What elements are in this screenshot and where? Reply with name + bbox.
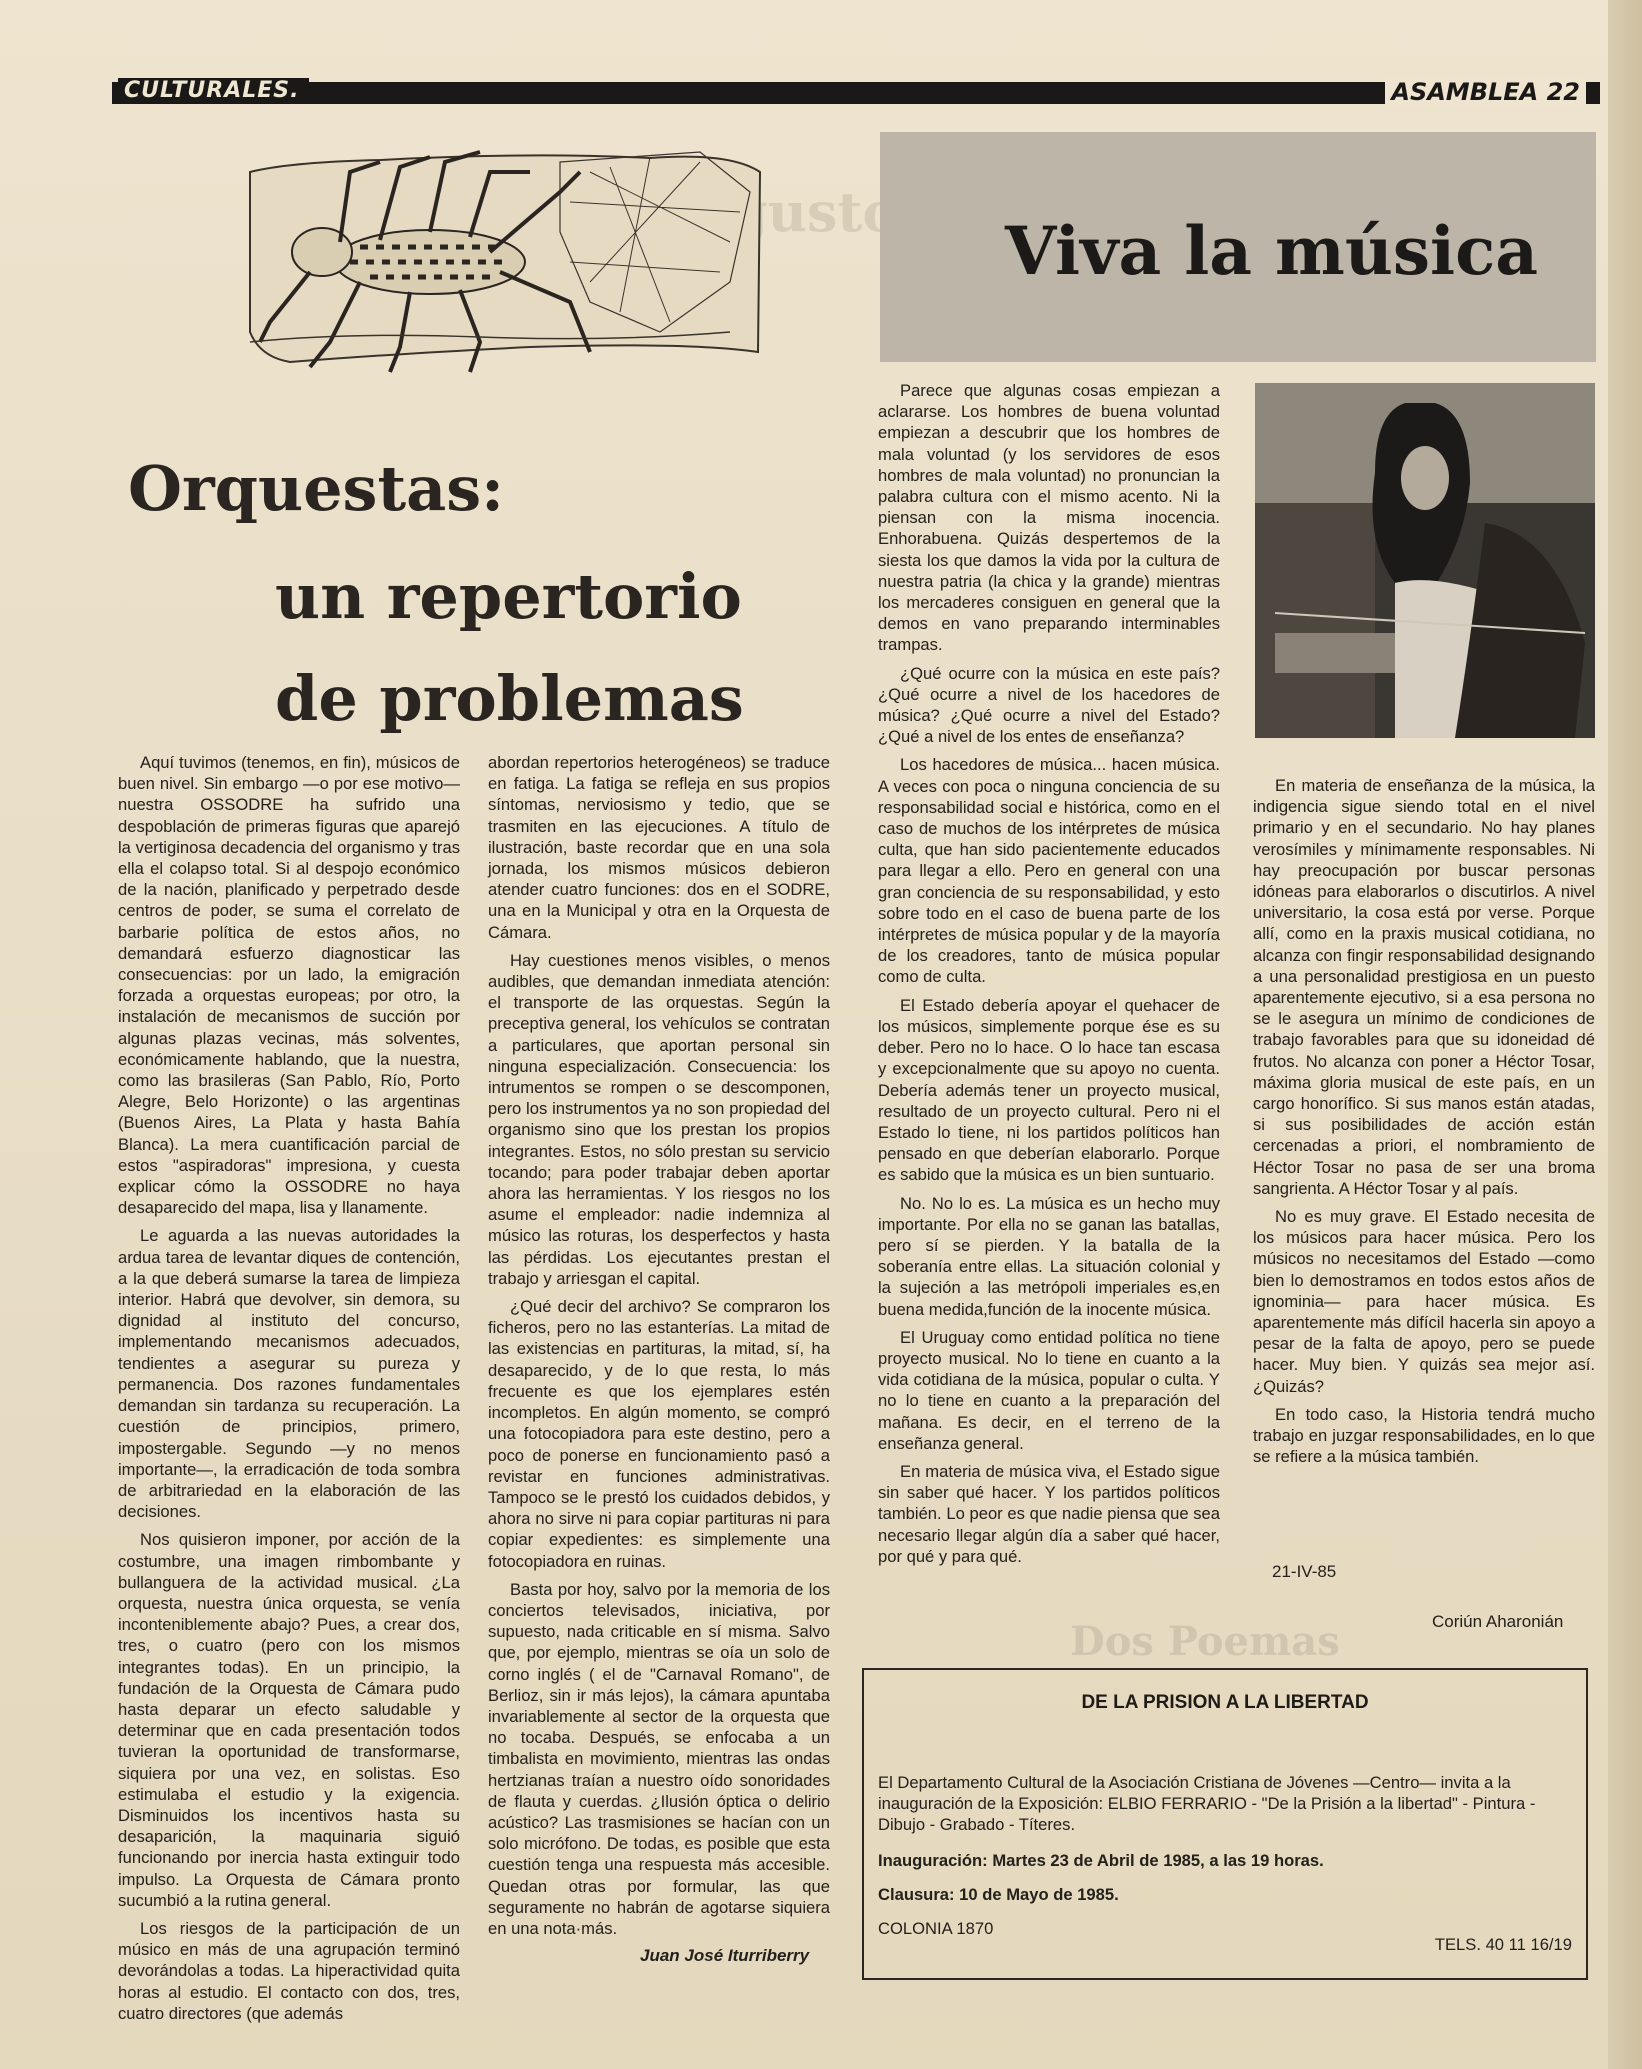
viva-title: Viva la música (1005, 212, 1539, 290)
ad-title: DE LA PRISION A LA LIBERTAD (1081, 1692, 1369, 1713)
paragraph: No. No lo es. La música es un hecho muy importante. Por ella no se ganan las batallas, pero sí se pierden. Y la batalla de la soberanía entre ellas. La situación colonial y la sujeción a las metrópoli imperiales es,en buena medida,función de la inocente música. (878, 1193, 1220, 1319)
paragraph: abordan repertorios heterogéneos) se traduce en fatiga. La fatiga se refleja en sus propios síntomas, nerviosismo y tedio, que se trasmiten en las ejecuciones. A título de ilustración, baste recordar que en una sola jornada, los mismos músicos debieron atender cuatro funciones: dos en el SODRE, una en la Municipal y otra en la Orquesta de Cámara. (488, 753, 830, 942)
author-signature-viva: Coriún Aharonián (1432, 1612, 1564, 1631)
paragraph: Le aguarda a las nuevas autoridades la ardua tarea de levantar diques de contención, a la que deberá sumarse la tarea de limpieza interior. Habrá que devolver, sin demora, su dignidad al instituto del concurso, implementando mecanismos adecuados, tendientes a asegurar su pureza y permanencia. Dos razones fundamentales demandan sin tardanza su recuperación. La cuestión de principios, primero, impostergable. Segundo —y no menos importante—, la erradicación de toda sombra de arbitrariedad en la elaboración de las decisiones. (118, 1226, 460, 1522)
paragraph: En todo caso, la Historia tendrá mucho trabajo en juzgar responsabilidades, en lo que se refiere a la música también. (1253, 1404, 1595, 1467)
ad-closing: Clausura: 10 de Mayo de 1985. (878, 1885, 1119, 1904)
ad-opening: Inauguración: Martes 23 de Abril de 1985, a las 19 horas. (878, 1851, 1324, 1870)
issue-label: ASAMBLEA 22 (1385, 78, 1586, 106)
ghost-headline: gustos (729, 180, 929, 244)
paragraph: Aquí tuvimos (tenemos, en fin), músicos de buen nivel. Sin embargo —o por ese motivo— nuestra OSSODRE ha sufrido una despoblación de primeras figuras que aparejó la vertiginosa decadencia del organismo y tras ella el colapso total. Si al despojo económico de la nación, planificado y perpetrado desde centros de poder, se suma el correlato de barbarie política de estos años, no demandará esfuerzo diagnosticar las consecuencias: por un lado, la emigración forzada a orquestas europeas; por otro, la instalación de mecanismos de succión por algunas plazas vecinas, más solventes, económicamente hablando, que la nuestra, como las brasileras (San Pablo, Río, Porto Alegre, Belo Horizonte) o las argentinas (Buenos Aires, La Plata y hasta Bahía Blanca). La mera cuantificación parcial de estos "aspiradoras" impresiona, y cuesta explicar cómo la OSSODRE no haya desaparecido del mapa, lisa y llanamente. (118, 753, 460, 1218)
ad-address: COLONIA 1870 (878, 1919, 994, 1938)
article-title-line2: un repertorio (275, 560, 742, 633)
ghost-headline-bottom: Dos Poemas (1070, 1618, 1340, 1665)
paragraph: No es muy grave. El Estado necesita de los músicos para hacer música. Pero los músicos no necesitamos del Estado —como bien lo demostramos en todos estos años de ignominia— para hacer música. Es aparentemente más difícil hacerla sin apoyo a pesar de la falta de apoyo, pero se puede hacer. Muy bien. Y quizás sea mejor así. ¿Quizás? (1253, 1207, 1595, 1396)
header-bar (112, 82, 1600, 104)
paragraph: Parece que algunas cosas empiezan a aclararse. Los hombres de buena voluntad empiezan a descubrir que los hombres de mala voluntad (y los servidores de esos hombres de mala voluntad) no pronuncian la palabra cultura con el mismo acento. Ni la piensan con la misma inocencia. Enhorabuena. Quizás despertemos de la siesta los que damos la vida por la cultura de nuestra patria (la chica y la grande) mientras los mercaderes consiguen en general que la demos en vano preparando interminables trampas. (878, 381, 1220, 655)
article-date: 21-IV-85 (1272, 1562, 1337, 1581)
ad-phone: TELS. 40 11 16/19 (1434, 1935, 1572, 1954)
paragraph: Los hacedores de música... hacen música. A veces con poca o ninguna conciencia de su responsabilidad social e histórica, como en el caso de muchos de los intérpretes de música culta, que han sido pacientemente educados para llegar a ello. Pero en general con una gran conciencia de su responsabilidad, y esto sobre todo en el caso de buena parte de los intérpretes de música popular y de la mayoría de los creadores, tanto de música popular como de culta. (878, 755, 1220, 987)
paragraph: Basta por hoy, salvo por la memoria de los conciertos televisados, iniciativa, por supuesto, nada criticable en sí misma. Salvo que, por ejemplo, mientras se oía un solo de corno inglés ( el de "Carnaval Romano", de Berlioz, sin ir más lejos), la cámara apuntaba invariablemente al sector de la orquesta que no tocaba. Después, se enfocaba a un timbalista en movimiento, mientras las ondas hertzianas traían a nuestro oído sonoridades de flauta y cuerdas. ¿Ilusión óptica o delirio acústico? Las trasmisiones se hacían con un solo micrófono. De todas, es posible que esta cuestión tenga una respuesta más accesible. Quedan otras por formular, las que seguramente no habrán de agotarse siquiera en una nota·más. (488, 1579, 830, 1938)
orquestas-column-2 (488, 752, 830, 1938)
article-title-line1: Orquestas: (128, 452, 505, 525)
ad-body: El Departamento Cultural de la Asociación Cristiana de Jóvenes —Centro— invita a la inauguración de la Exposición: ELBIO FERRARIO - "De la Prisión a la libertad" - Pintura - Dibujo - Grabado - Títeres. (878, 1773, 1536, 1834)
cellist-image (1255, 383, 1595, 738)
paragraph: En materia de música viva, el Estado sigue sin saber qué hacer. Y los partidos políticos también. Lo peor es que nadie piensa que sea necesario llegar algún día a saber qué hacer, por qué y para qué. (878, 1461, 1220, 1566)
paragraph: El Estado debería apoyar el quehacer de los músicos, simplemente porque ése es su deber. Pero no lo hace. O lo hace tan escasa y excepcionalmente que su apoyo no cuenta. Debería además tener un proyecto musical, resultado de un proyecto cultural. Pero ni el Estado lo tiene, ni los partidos políticos han pensado en que deberían elaborarlo. Porque es sabido que la música es un bien suntuario. (878, 995, 1220, 1185)
paragraph: ¿Qué decir del archivo? Se compraron los ficheros, pero no las estanterías. La mitad de las existencias en partituras, la mitad, sí, ha desaparecido, y de lo que resta, lo más frecuente es que los ejemplares estén incompletos. En algún momento, se compró una fotocopiadora para este destino, pero a poco de ponerse en funcionamiento pasó a revistar en funciones administrativas. Tampoco se le prestó los cuidados debidos, y ahora no sirve ni para copiar partituras ni para copiar expedientes: es simplemente una fotocopiadora en ruinas. (488, 1297, 830, 1571)
orquestas-column-1 (118, 752, 460, 2023)
spider-drawing (230, 132, 770, 382)
paragraph: Los riesgos de la participación de un músico en más de una agrupación terminó devorándolas a todas. La hiperactividad quita horas al estudio. El contacto con dos, tres, cuatro directores (que además (118, 1918, 460, 2023)
author-signature: Juan José Iturriberry (640, 1946, 810, 1965)
page-edge (1608, 0, 1642, 2069)
paragraph: El Uruguay como entidad política no tiene proyecto musical. No lo tiene en cuanto a la vida cotidiana de la música, popular o culta. Y no lo tiene en cuanto a la preparación del mañana. Es decir, en el terreno de la enseñanza general. (878, 1327, 1220, 1453)
paragraph: En materia de enseñanza de la música, la indigencia sigue siendo total en el nivel primario y en el secundario. No hay planes verosímiles y mínimamente responsables. Ni hay preocupación por buscar personas idóneas para elaborarlos o discutirlos. A nivel universitario, la cosa está por verse. Porque allí, como en la praxis musical cotidiana, no alcanza con fingir responsabilidad designando a una personalidad prestigiosa en un puesto aparentemente ejecutivo, si a esa persona no se le asegura un mínimo de condiciones de trabajo favorables para que su idoneidad dé frutos. No alcanza con poner a Héctor Tosar, máxima gloria musical de este país, en un cargo honorífico. Si sus manos están atadas, si sus posibilidades de acción están cercenadas a priori, el nombramiento de Héctor Tosar no pasa de ser una broma sangrienta. A Héctor Tosar y al país. (1253, 776, 1595, 1198)
viva-column-4 (1253, 775, 1595, 1535)
exhibition-ad (862, 1668, 1588, 1980)
section-label: CULTURALES. (118, 78, 309, 103)
article-title-line3: de problemas (275, 662, 744, 735)
viva-column-3 (878, 380, 1220, 1625)
paragraph: Hay cuestiones menos visibles, o menos audibles, que demandan inmediata atención: el transporte de las orquestas. Según la preceptiva general, los vehículos se contratan a particulares, que aportan personal sin ninguna especialización. Consecuencia: los intrumentos se rompen o se descomponen, pero los instrumentos ya no son propiedad del organismo sino que los prestan los propios integrantes. Estos, no sólo prestan su servicio tocando; para poder trabajar deben aportar ahora las herramientas. Y los riesgos no los asume el empleador: nadie indemniza al músico las roturas, los desperfectos y hasta las pérdidas. Los ejecutantes prestan el trabajo y arriesgan el capital. (488, 950, 830, 1288)
paragraph: ¿Qué ocurre con la música en este país? ¿Qué ocurre a nivel de los hacedores de música? ¿Qué ocurre a nivel del Estado? ¿Qué a nivel de los entes de enseñanza? (878, 663, 1220, 747)
paragraph: Nos quisieron imponer, por acción de la costumbre, una imagen rimbombante y bullanguera de la actividad musical. ¿La orquesta, nuestra única orquesta, se venía inconteniblemente abajo? Pues, a crear dos, tres, o cuatro (pero con los mismos integrantes todas). En un principio, la fundación de la Orquesta de Cámara pudo hasta deparar un efecto saludable y determinar que en cada presentación todos tuvieran la oportunidad de transformarse, siquiera por una vez, en solistas. Eso estimulaba el estudio y la exigencia. Disminuidos los incentivos hasta su desaparición, la maquinaria siguió funcionando por inercia hasta extinguir todo impulso. La Orquesta de Cámara pronto sucumbió a la rutina general. (118, 1530, 460, 1910)
cellist-photo (1255, 383, 1595, 738)
